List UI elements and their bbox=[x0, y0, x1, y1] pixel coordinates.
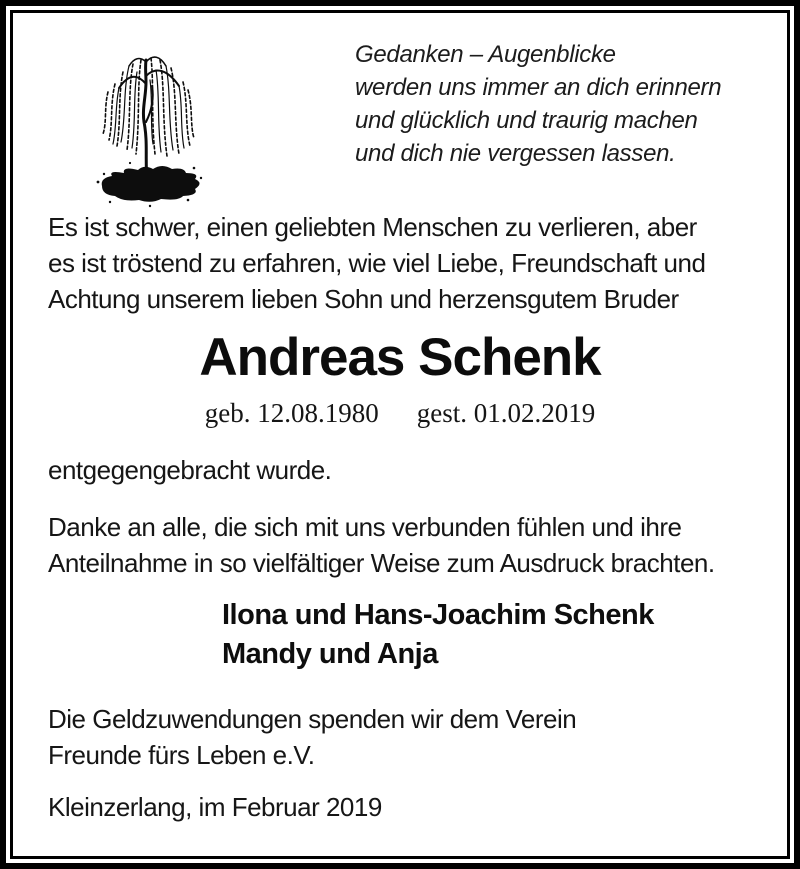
deceased-name: Andreas Schenk bbox=[199, 328, 601, 387]
memorial-poem bbox=[355, 38, 775, 170]
donation-line: Freunde fürs Leben e.V. bbox=[48, 740, 315, 770]
weeping-willow-tree-icon bbox=[90, 26, 208, 208]
intro-line: es ist tröstend zu erfahren, wie viel Liebe, Freundschaft und bbox=[48, 248, 706, 278]
family-signatures bbox=[222, 596, 742, 674]
poem-line: Gedanken – Augenblicke bbox=[355, 41, 616, 68]
intro-line: Achtung unserem lieben Sohn und herzensgutem Bruder bbox=[48, 284, 679, 314]
poem-line: werden uns immer an dich erinnern bbox=[355, 74, 722, 101]
poem-line: und glücklich und traurig machen bbox=[355, 107, 698, 134]
continuation-line: entgegengebracht wurde. bbox=[48, 455, 332, 485]
intro-continuation bbox=[48, 452, 748, 488]
place-and-date bbox=[48, 789, 748, 825]
thanks-line: Anteilnahme in so vielfältiger Weise zum Ausdruck brachten. bbox=[48, 548, 715, 578]
family-line: Mandy und Anja bbox=[222, 638, 438, 670]
intro-paragraph bbox=[48, 209, 748, 317]
death-date: gest. 01.02.2019 bbox=[416, 398, 596, 428]
thanks-paragraph bbox=[48, 509, 748, 581]
birth-date: geb. 12.08.1980 bbox=[204, 398, 379, 428]
place-date-line: Kleinzerlang, im Februar 2019 bbox=[48, 792, 382, 822]
poem-line: und dich nie vergessen lassen. bbox=[355, 140, 676, 167]
thanks-line: Danke an alle, die sich mit uns verbunden fühlen und ihre bbox=[48, 512, 682, 542]
life-dates bbox=[0, 396, 800, 430]
donation-note bbox=[48, 701, 748, 773]
family-line: Ilona und Hans-Joachim Schenk bbox=[222, 599, 654, 631]
intro-line: Es ist schwer, einen geliebten Menschen zu verlieren, aber bbox=[48, 212, 697, 242]
donation-line: Die Geldzuwendungen spenden wir dem Verein bbox=[48, 704, 577, 734]
